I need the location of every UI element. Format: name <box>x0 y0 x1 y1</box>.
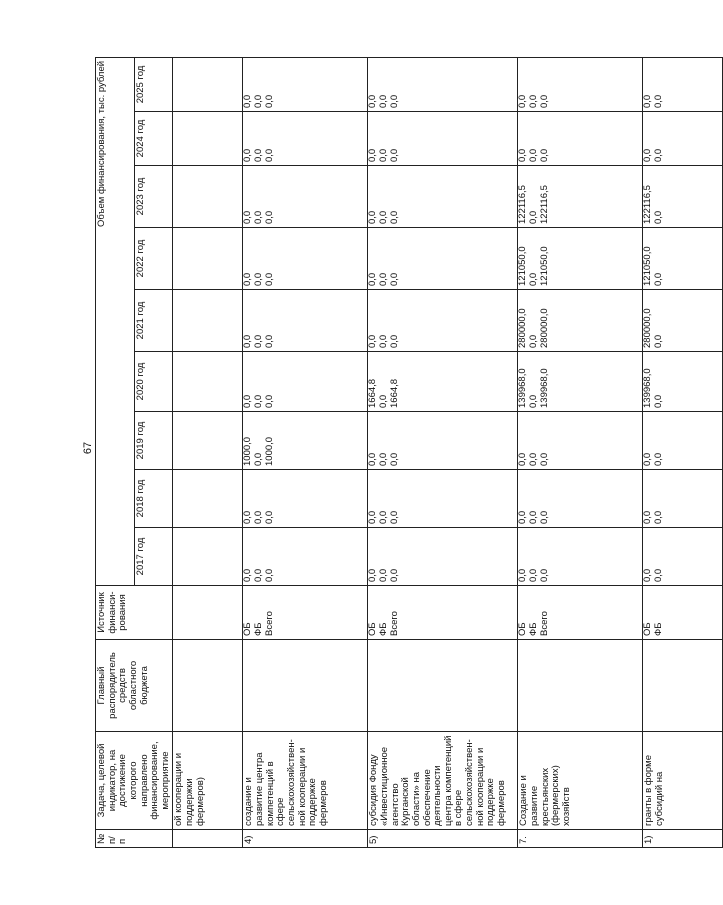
value: 0,0 <box>528 272 539 286</box>
source-label: ФБ <box>528 622 539 636</box>
table-row <box>643 57 723 847</box>
value-cell <box>173 412 243 470</box>
row-source-cell <box>368 586 518 640</box>
row-admin <box>243 640 368 732</box>
value-cell <box>243 112 368 166</box>
value-cell <box>518 228 643 290</box>
value: 0,0 <box>253 394 264 408</box>
row-number: 7. <box>518 830 643 848</box>
value: 0,0 <box>653 568 664 582</box>
table-row <box>368 57 518 847</box>
value: 139968,0 <box>517 368 529 408</box>
value: 0,0 <box>367 568 379 582</box>
value-cell <box>243 352 368 412</box>
row-task: субсидия Фонду «Инвестиционное агентство Курганской области» на обеспечение деятельности центра компетенций в сфере сельскохозяйствен-ной кооперации и поддержке фермеров <box>368 732 518 830</box>
value: 0,0 <box>388 568 400 582</box>
value-cell <box>643 470 723 528</box>
value-cell <box>368 57 518 111</box>
header-source: Источник финанси-рования <box>96 586 173 640</box>
source-label: Всего <box>538 611 550 636</box>
page-number: 67 <box>82 441 95 455</box>
value: 0,0 <box>528 568 539 582</box>
value: 0,0 <box>517 568 529 582</box>
value: 0,0 <box>378 394 389 408</box>
value: 0,0 <box>653 394 664 408</box>
value: 0,0 <box>388 334 400 348</box>
value: 0,0 <box>263 94 275 108</box>
row-admin <box>173 640 243 732</box>
value: 0,0 <box>242 272 254 286</box>
value-cell <box>643 290 723 352</box>
value: 0,0 <box>653 452 664 466</box>
row-task: Создание и развитие крестьянских (фермерских) хозяйств <box>518 732 643 830</box>
value: 0,0 <box>263 272 275 286</box>
value-cell <box>243 470 368 528</box>
value-cell <box>518 57 643 111</box>
value: 0,0 <box>242 148 254 162</box>
value: 0,0 <box>378 568 389 582</box>
value-cell <box>518 528 643 586</box>
header-num: № п/п <box>96 830 173 848</box>
value-cell <box>173 470 243 528</box>
value: 0,0 <box>242 394 254 408</box>
value: 122116,5 <box>538 185 550 224</box>
value: 0,0 <box>378 272 389 286</box>
row-source-cell <box>643 586 723 640</box>
value: 0,0 <box>367 210 379 224</box>
value-cell <box>173 166 243 228</box>
table-body <box>173 57 723 847</box>
header-year: 2021 год <box>134 290 173 352</box>
header-year: 2025 год <box>134 57 173 111</box>
value: 0,0 <box>378 148 389 162</box>
value: 0,0 <box>253 510 264 524</box>
row-task: ой кооперации и поддержки фермеров) <box>173 732 243 830</box>
row-task: гранты в форме субсидий на <box>643 732 723 830</box>
row-source-cell <box>173 586 243 640</box>
value: 0,0 <box>388 272 400 286</box>
value-cell <box>518 352 643 412</box>
value: 0,0 <box>388 94 400 108</box>
value: 0,0 <box>528 394 539 408</box>
value: 0,0 <box>378 94 389 108</box>
table-row <box>518 57 643 847</box>
value-cell <box>643 112 723 166</box>
value-cell <box>368 112 518 166</box>
value: 0,0 <box>253 210 264 224</box>
row-task: создание и развитие центра компетенций в сфере сельскохозяйствен-ной кооперации и поддержке фермеров <box>243 732 368 830</box>
header-admin: Главный распорядитель средств областного бюджета <box>96 640 173 732</box>
value-cell <box>173 352 243 412</box>
header-volume: Объем финансирования, тыс. рублей <box>96 57 135 585</box>
value: 280000,0 <box>517 308 529 348</box>
source-label: ОБ <box>517 622 529 636</box>
header-task: Задача, целевой индикатор, на достижение которого направлено финансирование, мероприятие <box>96 732 173 830</box>
value: 0,0 <box>653 210 664 224</box>
value: 0,0 <box>653 510 664 524</box>
value: 0,0 <box>367 452 379 466</box>
source-label: ФБ <box>253 622 264 636</box>
value-cell <box>643 412 723 470</box>
value: 0,0 <box>253 452 264 466</box>
value: 0,0 <box>253 272 264 286</box>
row-source-cell <box>243 586 368 640</box>
header-year: 2020 год <box>134 352 173 412</box>
value: 0,0 <box>642 148 654 162</box>
value-cell <box>368 412 518 470</box>
value: 0,0 <box>253 94 264 108</box>
rotated-table-container <box>95 58 665 848</box>
value: 0,0 <box>517 94 529 108</box>
header-year: 2017 год <box>134 528 173 586</box>
source-label: ФБ <box>653 622 664 636</box>
value: 0,0 <box>367 94 379 108</box>
value: 0,0 <box>367 334 379 348</box>
value: 0,0 <box>367 148 379 162</box>
row-number: 1) <box>643 830 723 848</box>
value: 0,0 <box>528 94 539 108</box>
value: 280000,0 <box>538 308 550 348</box>
row-number: 5) <box>368 830 518 848</box>
value: 0,0 <box>517 510 529 524</box>
value: 0,0 <box>642 568 654 582</box>
value: 122116,5 <box>517 185 529 224</box>
row-admin <box>368 640 518 732</box>
value: 0,0 <box>263 394 275 408</box>
value: 0,0 <box>653 94 664 108</box>
value-cell <box>643 166 723 228</box>
table-row <box>243 57 368 847</box>
value: 121050,0 <box>538 246 550 286</box>
value: 0,0 <box>653 334 664 348</box>
value: 0,0 <box>528 510 539 524</box>
value: 1664,8 <box>367 378 379 408</box>
value: 0,0 <box>388 148 400 162</box>
value: 0,0 <box>367 510 379 524</box>
value: 0,0 <box>388 510 400 524</box>
source-label: ФБ <box>378 622 389 636</box>
row-number: 4) <box>243 830 368 848</box>
row-admin <box>643 640 723 732</box>
value: 0,0 <box>378 334 389 348</box>
value: 0,0 <box>367 272 379 286</box>
value-cell <box>243 290 368 352</box>
value: 0,0 <box>242 568 254 582</box>
value: 280000,0 <box>642 308 654 348</box>
value: 0,0 <box>253 334 264 348</box>
value: 0,0 <box>388 452 400 466</box>
value: 0,0 <box>653 272 664 286</box>
value-cell <box>518 412 643 470</box>
value: 0,0 <box>538 452 550 466</box>
value-cell <box>368 528 518 586</box>
value: 121050,0 <box>642 246 654 286</box>
value-cell <box>173 57 243 111</box>
financing-table <box>95 57 723 848</box>
value: 0,0 <box>253 568 264 582</box>
value: 0,0 <box>517 452 529 466</box>
value: 0,0 <box>242 94 254 108</box>
header-year: 2022 год <box>134 228 173 290</box>
value: 0,0 <box>642 94 654 108</box>
header-year: 2023 год <box>134 166 173 228</box>
value: 0,0 <box>242 210 254 224</box>
value-cell <box>173 528 243 586</box>
value: 0,0 <box>517 148 529 162</box>
value: 0,0 <box>528 148 539 162</box>
value-cell <box>368 228 518 290</box>
value: 1000,0 <box>263 436 275 466</box>
header-year: 2019 год <box>134 412 173 470</box>
value-cell <box>173 112 243 166</box>
value: 0,0 <box>528 452 539 466</box>
source-label: Всего <box>263 611 275 636</box>
value: 121050,0 <box>517 246 529 286</box>
value-cell <box>518 470 643 528</box>
value: 0,0 <box>263 148 275 162</box>
source-label: Всего <box>388 611 400 636</box>
value-cell <box>368 352 518 412</box>
source-label: ОБ <box>367 622 379 636</box>
value: 0,0 <box>378 210 389 224</box>
value-cell <box>518 166 643 228</box>
value-cell <box>243 57 368 111</box>
value: 139968,0 <box>538 368 550 408</box>
value: 0,0 <box>242 334 254 348</box>
value: 1000,0 <box>242 436 254 466</box>
row-source-cell <box>518 586 643 640</box>
value: 139968,0 <box>642 368 654 408</box>
value: 0,0 <box>263 510 275 524</box>
value: 0,0 <box>528 210 539 224</box>
value: 1664,8 <box>388 378 400 408</box>
value: 0,0 <box>528 334 539 348</box>
value-cell <box>368 470 518 528</box>
value-cell <box>243 528 368 586</box>
row-admin <box>518 640 643 732</box>
header-year: 2024 год <box>134 112 173 166</box>
source-label: ОБ <box>642 622 654 636</box>
value: 0,0 <box>263 334 275 348</box>
value: 0,0 <box>378 510 389 524</box>
value-cell <box>173 290 243 352</box>
value: 0,0 <box>653 148 664 162</box>
value-cell <box>243 412 368 470</box>
value: 0,0 <box>538 94 550 108</box>
value-cell <box>368 290 518 352</box>
value: 0,0 <box>242 510 254 524</box>
source-label: ОБ <box>242 622 254 636</box>
value: 0,0 <box>538 510 550 524</box>
value: 0,0 <box>263 568 275 582</box>
value-cell <box>368 166 518 228</box>
value-cell <box>518 290 643 352</box>
value-cell <box>518 112 643 166</box>
value: 0,0 <box>388 210 400 224</box>
value: 0,0 <box>538 568 550 582</box>
value-cell <box>643 528 723 586</box>
value-cell <box>643 57 723 111</box>
value-cell <box>643 228 723 290</box>
value: 0,0 <box>642 452 654 466</box>
value-cell <box>643 352 723 412</box>
value: 0,0 <box>642 510 654 524</box>
table-row <box>173 57 243 847</box>
value-cell <box>173 228 243 290</box>
value-cell <box>243 166 368 228</box>
header-year: 2018 год <box>134 470 173 528</box>
value: 0,0 <box>378 452 389 466</box>
value: 0,0 <box>263 210 275 224</box>
value: 122116,5 <box>642 185 654 224</box>
row-number <box>173 830 243 848</box>
value-cell <box>243 228 368 290</box>
value: 0,0 <box>538 148 550 162</box>
value: 0,0 <box>253 148 264 162</box>
